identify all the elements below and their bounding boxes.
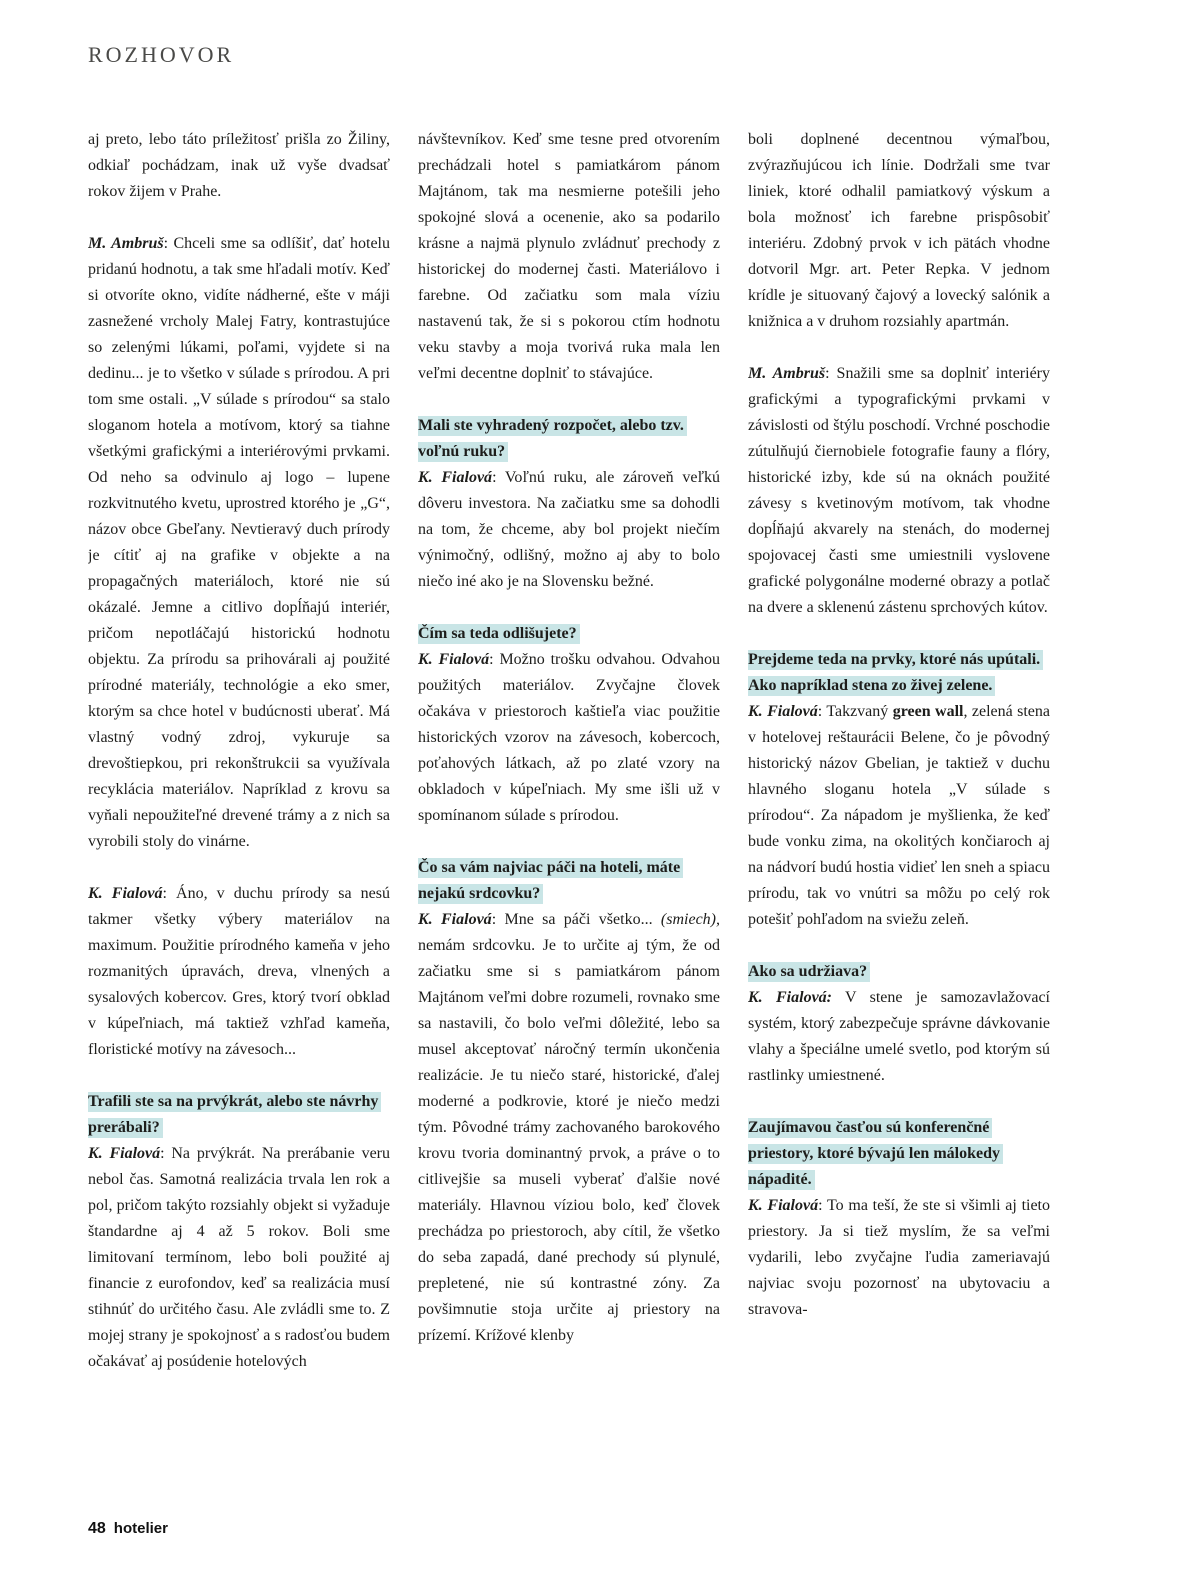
text-run: boli doplnené decentnou výmaľbou, zvýrazňujúcou ich línie. Dodržali sme tvar liniek, ktoré odhalil pamiatkový výskum a bola možnosť ich farebne prispôsobiť interiéru. Zdobný prvok v ich pätách vhodne dotvoril Mgr. art. Peter Repka. V jednom krídle je situovaný čajový a lovecký salónik a knižnica a v druhom rozsiahly apartmán. [748,131,1050,330]
text-run: : Voľnú ruku, ale zároveň veľkú dôveru investora. Na začiatku sme sa dohodli na tom, že chceme, aby bol projekt niečím výnimočný, odlišný, možno aj aby to bolo niečo iné ako je na Slovensku bežné. [418,469,720,590]
text-run: green wall [892,703,964,720]
text-run: V stene je samozavlažovací systém, ktorý zabezpečuje správne dávkovanie vlahy a špeciálne umelé svetlo, pod ktorým sú rastlinky umiestnené. [748,989,1050,1084]
magazine-name: hotelier [113,1520,168,1537]
text-run: : To ma teší, že ste si všimli aj tieto priestory. Ja si tiež myslím, že sa veľmi vydarili, lebo zvyčajne ľudia zameriavajú najviac svoju pozornosť na ubytovaciu a stravova- [748,1197,1050,1318]
text-run: Zaujímavou časťou sú konferenčné priestory, ktoré bývajú len málokedy nápadité. [748,1119,1000,1188]
speaker-name: M. Ambruš [748,365,826,382]
speaker-name: K. Fialová [748,1197,819,1214]
interview-question [418,413,720,465]
speaker-name: M. Ambruš [88,235,164,252]
speaker-name: K. Fialová [88,1145,161,1162]
article-columns [88,127,1050,1507]
text-run: Čím sa teda odlišujete? [418,625,577,642]
question-highlight [418,624,580,644]
article-paragraph [748,1193,1050,1323]
text-run: návštevníkov. Keď sme tesne pred otvorením prechádzali hotel s pamiatkárom pánom Majtánom, tak ma nesmierne potešili jeho spokojné slová a ocenenie, ako sa podarilo krásne a najmä plynulo zvládnuť prechody z historickej do modernej časti. Materiálovo i farebne. Od začiatku som mala víziu nastavenú tak, že si s pokorou ctím hodnotu veku stavby a moja tvorivá ruka mala len veľmi decentne doplniť to stávajúce. [418,131,720,382]
text-run: Čo sa vám najviac páči na hoteli, máte nejakú srdcovku? [418,859,681,902]
text-column-1 [88,127,390,1507]
text-run: : Takzvaný [817,703,893,720]
article-paragraph [418,907,720,1349]
text-run: : Chceli sme sa odlíšiť, dať hotelu pridanú hodnotu, a tak sme hľadali motív. Keď si otvoríte okno, vidíte nádherné, ešte v máji zasnežené vrcholy Malej Fatry, kontrastujúce so zelenými lúkami, poľami, vyjdete si na dedinu... je to všetko v súlade s prírodou. A pri tom sme ostali. „V súlade s prírodou“ sa stalo sloganom hotela a motívom, ktorý sa tiahne všetkými grafickými a interiérovými prvkami. Od neho sa odvinulo aj logo – lupene rozkvitnutého kvetu, uprostred ktorého je „G“, názov obce Gbeľany. Nevtieravý duch prírody je cítiť aj na grafike v objekte a na propagačných materiáloch, ktoré nie sú okázalé. Jemne a citlivo dopĺňajú interiér, pričom nepotláčajú historickú hodnotu objektu. Za prírodu sa prihovárali aj použité prírodné materiály, technológie a eko smer, ktorým sa chce hotel v budúcnosti uberať. Má vlastný vodný zdroj, vykuruje sa drevoštiepkou, pri rekonštrukcii sa využívala recyklácia materiálov. Napríklad z krovu sa vyňali nepoužiteľné drevené trámy a z nich sa vyrobili stoly do vinárne. [88,235,390,850]
speaker-name: K. Fialová [748,703,818,720]
text-column-3 [748,127,1050,1507]
interview-question [748,959,1050,985]
article-paragraph [748,985,1050,1089]
text-column-2 [418,127,720,1507]
question-highlight [418,416,687,462]
article-paragraph [748,361,1050,621]
text-run: : Snažili sme sa doplniť interiéry grafickými a typografickými prvkami v závislosti od štýlu poschodí. Vrchné poschodie zútulňujú čiernobiele fotografie fauny a flóry, historické izby, kde sú na oknách použité závesy s kvetinovým motívom, tak vhodne dopĺňajú akvarely na stenách, do modernej spojovacej časti sme umiestnili vyslovene grafické polygonálne moderné obrazy a potlač na dvere a sklenenú zástenu sprchových kútov. [748,365,1050,616]
question-highlight [88,1092,381,1138]
text-run: nemám srdcovku. Je to určite aj tým, že od začiatku sme si s pamiatkárom pánom Majtánom veľmi dobre rozumeli, rovnako sme sa nastavili, čo bolo veľmi dôležité, lebo sa musel akceptovať náročný termín ukončenia realizácie. Je tu niečo staré, historické, ďalej moderné a podkrovie, ktoré je niečo medzi tým. Pôvodné trámy zachovaného barokového krovu tvoria dominantný prvok, a práve o to citlivejšie sa museli vyberať ďalšie nové materiály. Hlavnou víziou bolo, keď človek prechádza po priestoroch, aby cítil, že všetko do seba zapadá, dané prechody sú plynulé, prepletené, nie sú kontrastné zóny. Za povšimnutie stoja určite aj priestory na prízemí. Krížové klenby [418,937,720,1344]
page-footer [88,1520,168,1538]
interview-question [748,1115,1050,1193]
article-paragraph [748,127,1050,335]
article-paragraph [418,127,720,387]
text-run: Prejdeme teda na prvky, ktoré nás upútali. Ako napríklad stena zo živej zelene. [748,651,1041,694]
article-paragraph [88,231,390,855]
article-paragraph [88,1141,390,1375]
text-run: aj preto, lebo táto príležitosť prišla zo Žiliny, odkiaľ pochádzam, inak už vyše dvadsať rokov žijem v Prahe. [88,131,390,200]
speaker-name: K. Fialová [418,911,492,928]
speaker-name: K. Fialová [88,885,163,902]
article-paragraph [88,127,390,205]
section-label: ROZHOVOR [88,42,235,67]
speaker-name: K. Fialová [418,651,490,668]
article-paragraph [748,699,1050,933]
question-highlight [418,858,683,904]
page-number: 48 [88,1520,106,1537]
text-run: (smiech), [660,911,720,928]
text-run: , zelená stena v hotelovej reštaurácii Belene, čo je pôvodný historický názov Gbelian, je taktiež v duchu hlavného sloganu hotela „V súlade s prírodou“. Za nápadom je myšlienka, že keď bude vonku zima, na okolitých končiaroch aj na nádvorí budú hostia vidieť len sneh a spiacu prírodu, tak vo vnútri sa môžu po celý rok potešiť pohľadom na sviežu zeleň. [748,703,1050,928]
interview-question [748,647,1050,699]
question-highlight [748,650,1043,696]
interview-question [88,1089,390,1141]
interview-question [418,855,720,907]
text-run: : Mne sa páči všetko... [491,911,661,928]
text-run: Trafili ste sa na prvýkrát, alebo ste návrhy prerábali? [88,1093,379,1136]
speaker-name: K. Fialová [418,469,493,486]
speaker-name: K. Fialová: [748,989,832,1006]
question-highlight [748,962,870,982]
question-highlight [748,1118,1003,1190]
interview-question [418,621,720,647]
article-paragraph [418,465,720,595]
text-run: Mali ste vyhradený rozpočet, alebo tzv. voľnú ruku? [418,417,684,460]
article-paragraph [418,647,720,829]
text-run: Ako sa udržiava? [748,963,868,980]
text-run: : Áno, v duchu prírody sa nesú takmer všetky výbery materiálov na maximum. Použitie prírodného kameňa v jeho rozmanitých úpravách, dreva, vlnených a sysalových kobercov. Gres, ktorý tvorí obklad v kúpeľniach, má taktiež vzhľad kameňa, floristické motívy na závesoch... [88,885,390,1058]
article-paragraph [88,881,390,1063]
text-run: : Možno trošku odvahou. Odvahou použitých materiálov. Zvyčajne človek očakáva v priestoroch kaštieľa viac použitie historických vzorov na závesoch, kobercoch, poťahových látkach, až po zlaté vzory na obkladoch v kúpeľniach. My sme išli už v spomínanom súlade s prírodou. [418,651,720,824]
text-run: : Na prvýkrát. Na prerábanie veru nebol čas. Samotná realizácia trvala len rok a pol, pričom takýto rozsiahly objekt si vyžaduje štandardne aj 4 až 5 rokov. Boli sme limitovaní termínom, lebo boli použité aj financie z eurofondov, keď sa realizácia musí stihnúť do určitého času. Ale zvládli sme to. Z mojej strany je spokojnosť a s radosťou budem očakávať aj posúdenie hotelových [88,1145,390,1370]
